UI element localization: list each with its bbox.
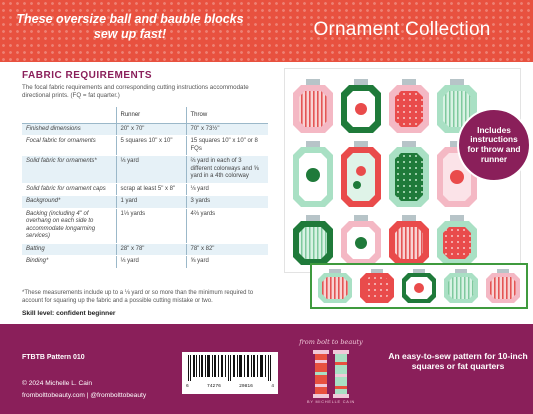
row-label: Binding* xyxy=(22,256,116,269)
row-throw: 78" x 82" xyxy=(186,243,268,256)
table-runner-image xyxy=(310,263,528,309)
fabric-requirements-heading: FABRIC REQUIREMENTS xyxy=(22,70,153,81)
skill-level: Skill level: confident beginner xyxy=(22,310,116,317)
fabric-footnote: *These measurements include up to a ⅛ yard or so more than the minimum required to account for squaring up the fabric and a possible cutting mistake or two. xyxy=(22,290,254,304)
row-runner: 28" x 78" xyxy=(116,243,186,256)
footer-links xyxy=(22,392,146,399)
table-header-throw: Throw xyxy=(186,107,268,123)
ornament-grid xyxy=(293,79,477,265)
table-row xyxy=(22,136,268,156)
banner-tagline: These oversize ball and bauble blocks sew up fast! xyxy=(16,12,244,41)
barcode-digit: 74276 xyxy=(207,384,221,389)
includes-callout-badge xyxy=(457,108,531,182)
row-label: Batting xyxy=(22,243,116,256)
barcode-icon xyxy=(186,355,274,381)
table-row xyxy=(22,183,268,196)
row-label: Focal fabric for ornaments xyxy=(22,136,116,156)
callout-text: Includes instructions for throw and runner xyxy=(467,124,521,164)
barcode-digit: 6 xyxy=(186,384,189,389)
collection-title: Ornament Collection xyxy=(313,19,491,40)
row-throw: 3 yards xyxy=(186,196,268,209)
fabric-requirements-table xyxy=(22,107,268,269)
row-runner: ⅓ yard xyxy=(116,256,186,269)
table-row xyxy=(22,256,268,269)
barcode-digit: 20816 xyxy=(239,384,253,389)
table-row xyxy=(22,123,268,136)
row-label: Solid fabric for ornaments* xyxy=(22,156,116,184)
table-row xyxy=(22,156,268,184)
row-label: Solid fabric for ornament caps xyxy=(22,183,116,196)
row-throw: 15 squares 10" x 10" or 8 FQs xyxy=(186,136,268,156)
row-runner: ⅓ yard xyxy=(116,156,186,184)
table-header-label xyxy=(22,107,116,123)
row-label: Backing (including 4" of overhang on each side to accommodate longarming services) xyxy=(22,208,116,243)
row-throw: 70" x 73½" xyxy=(186,123,268,136)
table-row xyxy=(22,243,268,256)
logo-wordmark: from bolt to beauty xyxy=(299,338,363,346)
fabric-requirements-intro: The focal fabric requirements and corresponding cutting instructions accommodate directional prints. (FQ = fat quarter.) xyxy=(22,84,249,99)
barcode-digits xyxy=(186,384,274,389)
table-row xyxy=(22,196,268,209)
footer-tagline: An easy-to-sew pattern for 10-inch squares or fat quarters xyxy=(388,351,528,372)
row-label: Background* xyxy=(22,196,116,209)
table-runner-illustration xyxy=(312,265,525,306)
table-header-row xyxy=(22,107,268,123)
row-runner: 5 squares 10" x 10" xyxy=(116,136,186,156)
table-header-runner: Runner xyxy=(116,107,186,123)
row-runner: 20" x 70" xyxy=(116,123,186,136)
copyright: © 2024 Michelle L. Cain xyxy=(22,380,93,387)
table-row xyxy=(22,208,268,243)
pattern-number: FTBTB Pattern 010 xyxy=(22,354,85,361)
row-throw: ⅝ yard xyxy=(186,256,268,269)
link-separator: | xyxy=(86,392,89,399)
row-runner: 1 yard xyxy=(116,196,186,209)
logo-byline: BY MICHELLE CAIN xyxy=(307,400,355,404)
row-label: Finished dimensions xyxy=(22,123,116,136)
website-link[interactable]: frombolttobeauty.com xyxy=(22,392,85,399)
runner-ornaments xyxy=(318,269,520,303)
barcode-digit: 4 xyxy=(271,384,274,389)
row-throw: 4⅔ yards xyxy=(186,208,268,243)
row-runner: scrap at least 5" x 8" xyxy=(116,183,186,196)
row-throw: ⅔ yard in each of 3 different colorways and ⅝ yard in a 4th colorway xyxy=(186,156,268,184)
row-runner: 1⅓ yards xyxy=(116,208,186,243)
row-throw: ⅛ yard xyxy=(186,183,268,196)
social-handle[interactable]: @frombolttobeauty xyxy=(90,392,147,399)
